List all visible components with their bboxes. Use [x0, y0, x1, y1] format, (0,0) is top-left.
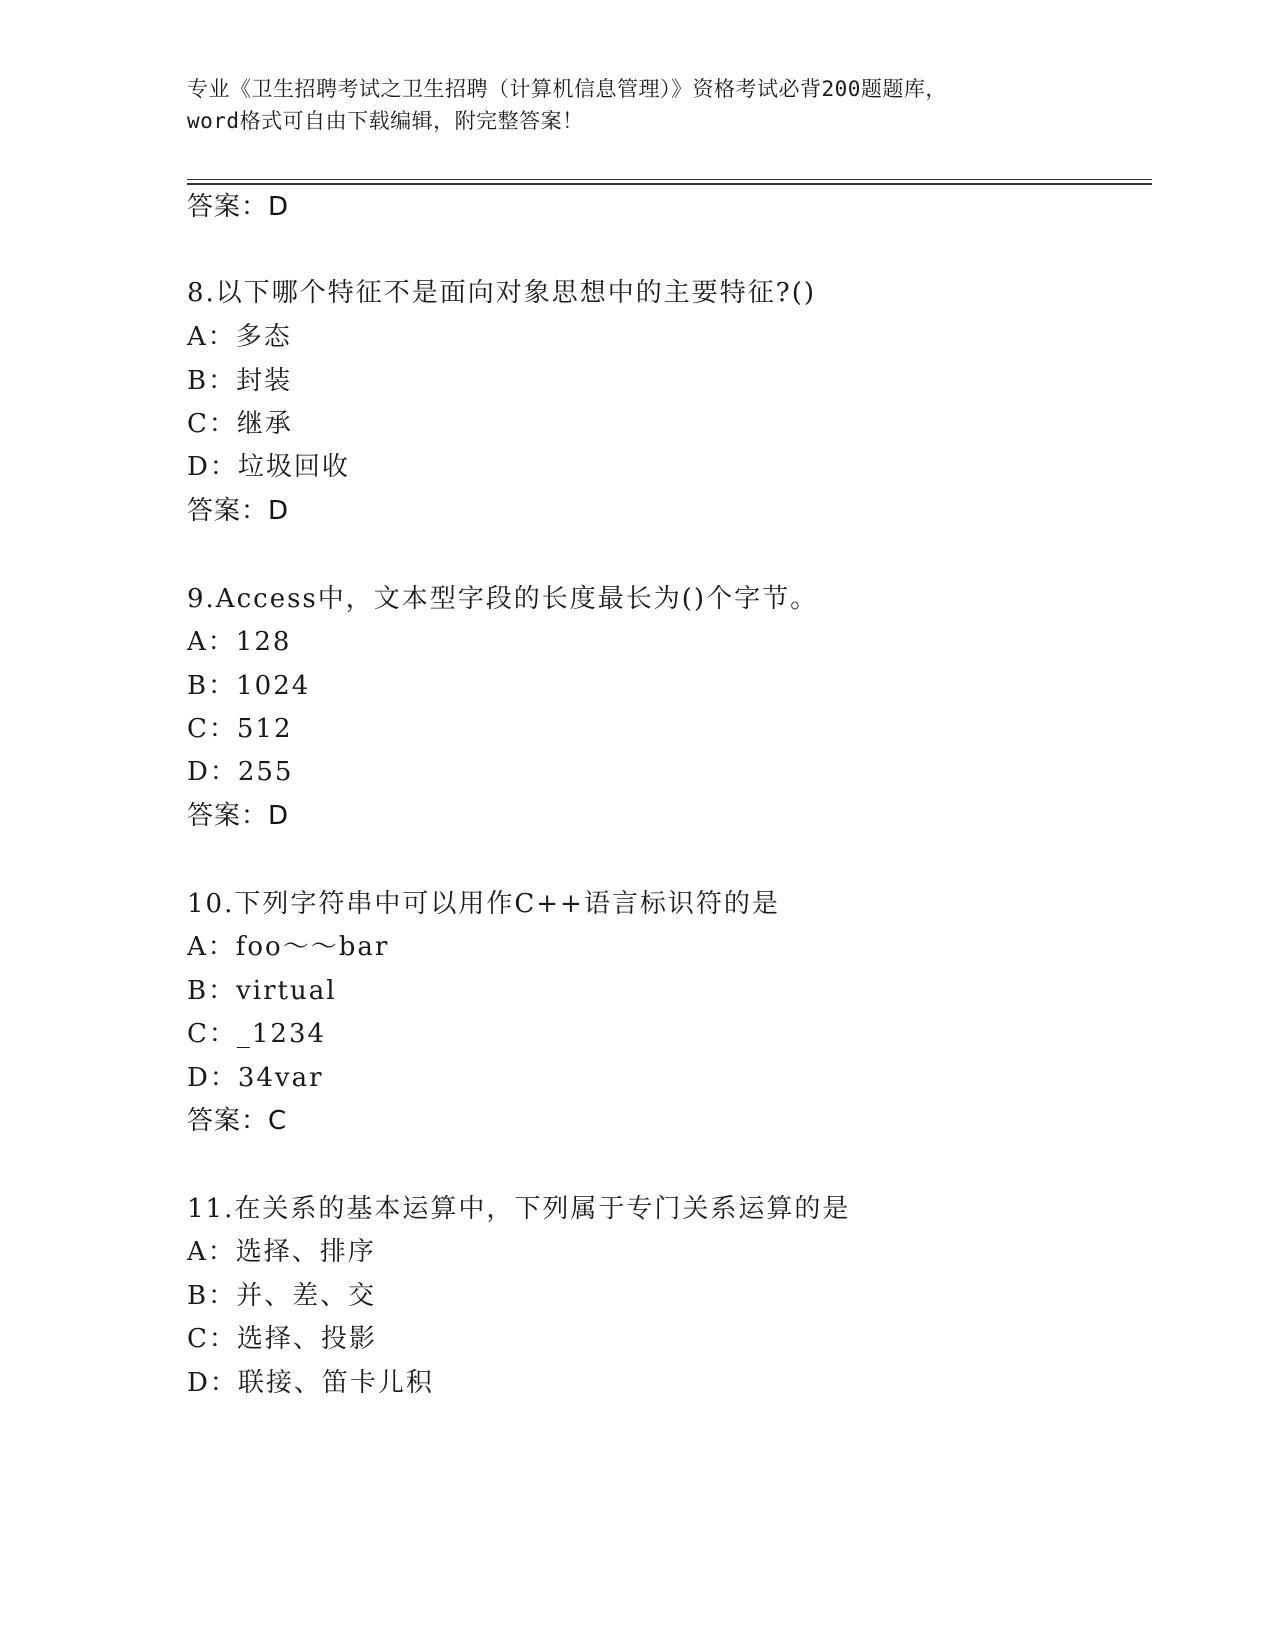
question-10-option-d: D：34var: [187, 1063, 324, 1093]
question-11-option-a: A：选择、排序: [187, 1237, 376, 1267]
question-8-option-c: C：继承: [187, 409, 293, 439]
question-10-answer: 答案：C: [187, 1106, 288, 1136]
question-10-option-a: A：foo～～bar: [187, 932, 390, 962]
answer-previous: 答案：D: [187, 192, 290, 222]
question-9-option-c: C：512: [187, 714, 293, 744]
question-8-option-d: D：垃圾回收: [187, 452, 350, 482]
question-9: 9.Access中，文本型字段的长度最长为()个字节。: [187, 584, 819, 614]
header-rule-thick: [187, 183, 1152, 185]
question-8-answer: 答案：D: [187, 496, 290, 526]
question-9-option-b: B：1024: [187, 671, 311, 701]
question-9-option-a: A：128: [187, 627, 292, 657]
document-header: [187, 73, 1087, 137]
question-9-option-d: D：255: [187, 757, 294, 787]
header-line-2: word格式可自由下载编辑，附完整答案！: [187, 109, 584, 133]
question-10: 10.下列字符串中可以用作C++语言标识符的是: [187, 889, 780, 919]
question-10-option-b: B：virtual: [187, 976, 337, 1006]
question-11-option-b: B：并、差、交: [187, 1281, 377, 1311]
header-line-1: 专业《卫生招聘考试之卫生招聘（计算机信息管理）》资格考试必背200题题库，: [187, 77, 947, 101]
question-8-option-a: A：多态: [187, 322, 292, 352]
question-8-option-b: B：封装: [187, 366, 293, 396]
question-11: 11.在关系的基本运算中，下列属于专门关系运算的是: [187, 1194, 851, 1224]
header-rule-thin: [187, 179, 1152, 180]
question-9-answer: 答案：D: [187, 801, 290, 831]
question-11-option-c: C：选择、投影: [187, 1324, 377, 1354]
question-8: 8.以下哪个特征不是面向对象思想中的主要特征?(): [187, 278, 817, 308]
question-11-option-d: D：联接、笛卡儿积: [187, 1368, 434, 1398]
question-10-option-c: C：_1234: [187, 1019, 327, 1049]
